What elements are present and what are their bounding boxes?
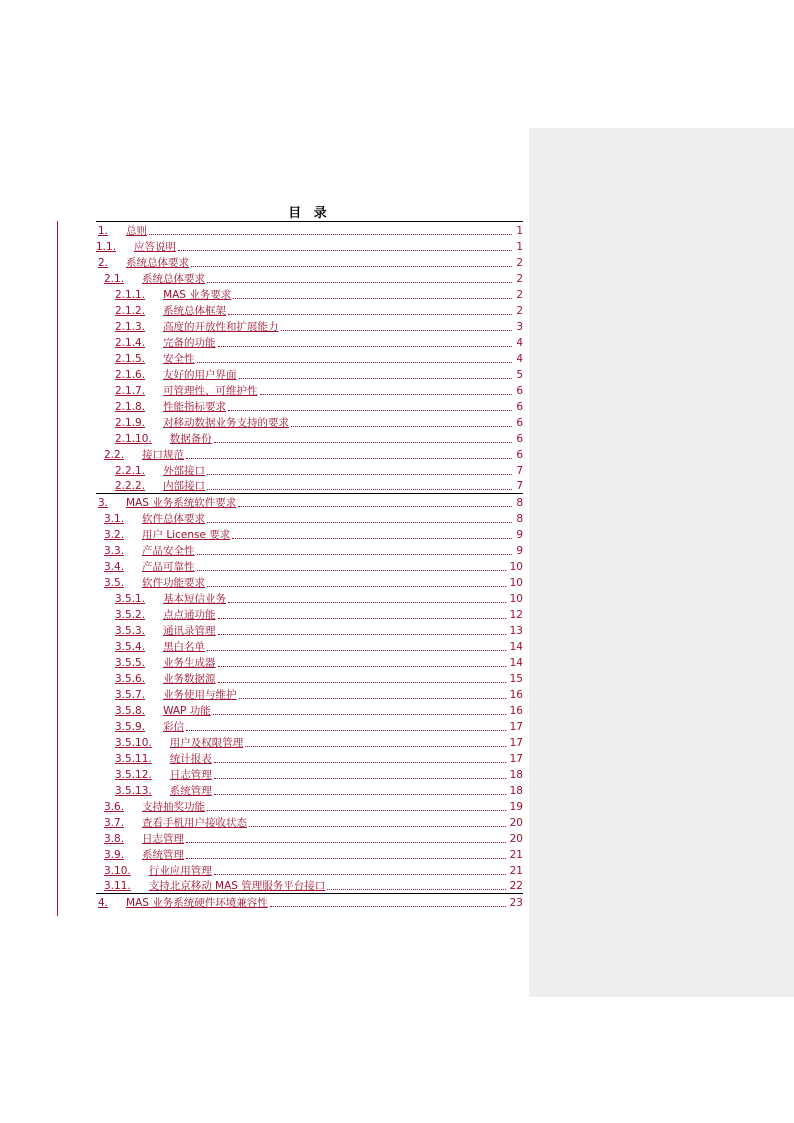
toc-entry-number: 3.5.5. — [115, 657, 146, 669]
dot-leader — [207, 488, 512, 490]
toc-entry[interactable] — [96, 638, 523, 654]
toc-entry-title: 日志管理 — [169, 769, 212, 781]
toc-entry-title: 通讯录管理 — [163, 625, 216, 637]
toc-entry-page: 9 — [516, 529, 523, 541]
toc-entry-title: 软件总体要求 — [142, 513, 206, 525]
toc-entry-number: 2. — [98, 257, 109, 269]
toc-entry-number: 4. — [98, 897, 109, 909]
toc-entry-title: 基本短信业务 — [163, 593, 227, 605]
toc-entry-page: 18 — [509, 769, 523, 781]
dot-leader — [197, 553, 513, 555]
toc-entry-page: 2 — [516, 257, 523, 269]
dot-leader — [218, 681, 506, 683]
toc-entry-page: 21 — [509, 849, 523, 861]
toc-entry-page: 2 — [516, 273, 523, 285]
toc-entry-page: 20 — [509, 833, 523, 845]
toc-entry-title: 软件功能要求 — [142, 577, 206, 589]
toc-entry-page: 10 — [509, 593, 523, 605]
toc-entry-page: 6 — [516, 449, 523, 461]
dot-leader — [214, 441, 513, 443]
dot-leader — [214, 793, 506, 795]
dot-leader — [249, 825, 506, 827]
toc-entry[interactable] — [96, 686, 523, 702]
toc-entry-number: 3.5.10. — [115, 737, 152, 749]
toc-entry[interactable] — [96, 830, 523, 846]
toc-entry-title: MAS 业务要求 — [163, 289, 232, 301]
comment-pane — [529, 128, 794, 997]
toc-entry-page: 6 — [516, 385, 523, 397]
toc-entry-number: 3.5.13. — [115, 785, 152, 797]
toc-entry-title: 支持北京移动 MAS 管理服务平台接口 — [148, 880, 326, 892]
toc-entry-page: 6 — [516, 417, 523, 429]
toc-entry-page: 14 — [509, 641, 523, 653]
toc-entry-title: 用户及权限管理 — [169, 737, 244, 749]
toc-entry-number: 3.7. — [104, 817, 125, 829]
dot-leader — [238, 505, 512, 507]
toc-entry-title: 业务生成器 — [163, 657, 216, 669]
toc-entry-title: 业务使用与维护 — [163, 689, 237, 701]
dot-leader — [270, 905, 506, 907]
toc-entry[interactable] — [96, 574, 523, 590]
toc-entry-number: 3.5.3. — [115, 625, 146, 637]
toc-entry-number: 2.1.10. — [115, 433, 152, 445]
toc-entry-number: 2.1.1. — [115, 289, 146, 301]
toc-entry-number: 2.2.2. — [115, 480, 146, 492]
dot-leader — [191, 265, 512, 267]
toc-entry[interactable] — [96, 494, 523, 510]
toc-entry-page: 2 — [516, 289, 523, 301]
toc-entry-title: 统计报表 — [169, 753, 212, 765]
toc-entry-page: 9 — [516, 545, 523, 557]
toc-entry[interactable] — [96, 302, 523, 318]
dot-leader — [178, 249, 512, 251]
toc-entry-number: 3. — [98, 497, 109, 509]
dot-leader — [207, 585, 506, 587]
dot-leader — [260, 393, 513, 395]
toc-entry-title: 产品安全性 — [142, 545, 195, 557]
toc-entry-page: 7 — [516, 480, 523, 492]
toc-entry[interactable] — [96, 670, 523, 686]
toc-entry[interactable] — [96, 750, 523, 766]
toc-entry[interactable] — [96, 782, 523, 798]
toc-entry-title: 完备的功能 — [163, 337, 216, 349]
toc-entry-title: 数据备份 — [169, 433, 212, 445]
toc-entry[interactable] — [96, 878, 523, 894]
dot-leader — [327, 888, 505, 890]
toc-entry[interactable] — [96, 542, 523, 558]
toc-entry-page: 2 — [516, 305, 523, 317]
toc-entry-page: 1 — [516, 225, 523, 237]
toc-title: 目 录 — [288, 206, 331, 221]
toc-entry-title: 系统管理 — [142, 849, 185, 861]
toc-entry-number: 1. — [98, 225, 109, 237]
toc-entry-title: 日志管理 — [142, 833, 185, 845]
toc-entry[interactable] — [96, 606, 523, 622]
toc-entry[interactable] — [96, 478, 523, 494]
toc-entry[interactable] — [96, 446, 523, 462]
toc-entry-number: 2.1.7. — [115, 385, 146, 397]
toc-entry-number: 2.1.3. — [115, 321, 146, 333]
toc-entry[interactable] — [96, 238, 523, 254]
dot-leader — [214, 873, 506, 875]
toc-entry[interactable] — [96, 894, 523, 910]
dot-leader — [239, 697, 506, 699]
toc-entry[interactable] — [96, 318, 523, 334]
dot-leader — [291, 425, 512, 427]
toc-entry[interactable] — [96, 334, 523, 350]
toc-entry-title: 系统总体框架 — [163, 305, 227, 317]
toc-entry-page: 14 — [509, 657, 523, 669]
toc-entry-number: 2.1.8. — [115, 401, 146, 413]
toc-entry-number: 3.2. — [104, 529, 125, 541]
toc-entry[interactable] — [96, 270, 523, 286]
toc-entry-title: 接口规范 — [142, 449, 185, 461]
dot-leader — [239, 377, 513, 379]
toc-entry-number: 3.1. — [104, 513, 125, 525]
toc-entry[interactable] — [96, 398, 523, 414]
toc-entry-title: 安全性 — [163, 353, 195, 365]
toc-entry-page: 6 — [516, 401, 523, 413]
dot-leader — [197, 569, 506, 571]
toc-entry-title: 内部接口 — [163, 480, 206, 492]
toc-entry[interactable] — [96, 702, 523, 718]
toc-entry-title: 查看手机用户接收状态 — [142, 817, 248, 829]
toc-entry-title: 产品可靠性 — [142, 561, 195, 573]
toc-entry-page: 4 — [516, 353, 523, 365]
dot-leader — [186, 729, 506, 731]
dot-leader — [233, 297, 512, 299]
toc-entry-number: 3.5.8. — [115, 705, 146, 717]
toc-entry-number: 3.5.2. — [115, 609, 146, 621]
toc-entry[interactable] — [96, 414, 523, 430]
toc-entry-page: 10 — [509, 561, 523, 573]
toc-entry[interactable] — [96, 846, 523, 862]
toc-entry-title: 系统总体要求 — [142, 273, 206, 285]
toc-entry[interactable] — [96, 814, 523, 830]
toc-entry-page: 21 — [509, 865, 523, 877]
toc-entry-page: 10 — [509, 577, 523, 589]
toc-entry[interactable] — [96, 862, 523, 878]
dot-leader — [207, 809, 506, 811]
toc-entry-page: 15 — [509, 673, 523, 685]
dot-leader — [228, 313, 512, 315]
toc-entry[interactable] — [96, 654, 523, 670]
toc-entry-page: 17 — [509, 753, 523, 765]
toc-entry-page: 13 — [509, 625, 523, 637]
toc-entry-number: 2.2. — [104, 449, 125, 461]
dot-leader — [245, 745, 505, 747]
toc-entry-page: 1 — [516, 241, 523, 253]
dot-leader — [218, 617, 506, 619]
dot-leader — [218, 345, 513, 347]
toc-entry-page: 17 — [509, 721, 523, 733]
toc-entry[interactable] — [96, 430, 523, 446]
dot-leader — [186, 841, 506, 843]
toc-entry-title: MAS 业务系统软件要求 — [126, 497, 237, 509]
toc-entry-number: 3.5.11. — [115, 753, 152, 765]
dot-leader — [281, 329, 513, 331]
toc-entry-page: 16 — [509, 705, 523, 717]
toc-entry-title: 可管理性、可维护性 — [163, 385, 258, 397]
toc-entry-title: 应答说明 — [134, 241, 177, 253]
toc-entry-page: 4 — [516, 337, 523, 349]
toc-entry[interactable] — [96, 766, 523, 782]
toc-entry-page: 22 — [509, 880, 523, 892]
table-of-contents — [96, 221, 523, 910]
toc-entry-page: 8 — [516, 497, 523, 509]
toc-entry-page: 16 — [509, 689, 523, 701]
toc-entry[interactable] — [96, 286, 523, 302]
dot-leader — [232, 537, 512, 539]
toc-entry-title: 用户 License 要求 — [142, 529, 231, 541]
dot-leader — [197, 361, 513, 363]
dot-leader — [218, 665, 506, 667]
toc-entry-page: 17 — [509, 737, 523, 749]
toc-entry-number: 2.1.2. — [115, 305, 146, 317]
toc-entry-title: 黑白名单 — [163, 641, 206, 653]
toc-entry-title: 行业应用管理 — [148, 865, 212, 877]
toc-entry[interactable] — [96, 222, 523, 238]
toc-entry[interactable] — [96, 590, 523, 606]
toc-entry-number: 3.5.6. — [115, 673, 146, 685]
toc-entry-number: 3.10. — [104, 865, 131, 877]
toc-entry-page: 12 — [509, 609, 523, 621]
dot-leader — [207, 281, 512, 283]
toc-entry-number: 3.8. — [104, 833, 125, 845]
dot-leader — [214, 777, 506, 779]
toc-entry-number: 3.5.4. — [115, 641, 146, 653]
toc-entry[interactable] — [96, 350, 523, 366]
toc-entry[interactable] — [96, 462, 523, 478]
toc-entry-page: 3 — [516, 321, 523, 333]
toc-entry-page: 8 — [516, 513, 523, 525]
toc-entry-number: 3.5.7. — [115, 689, 146, 701]
toc-entry-page: 19 — [509, 801, 523, 813]
dot-leader — [149, 233, 512, 235]
dot-leader — [218, 633, 506, 635]
toc-entry[interactable] — [96, 254, 523, 270]
toc-entry[interactable] — [96, 510, 523, 526]
toc-entry-number: 3.5.1. — [115, 593, 146, 605]
toc-entry-number: 3.11. — [104, 880, 131, 892]
toc-entry-title: 系统管理 — [169, 785, 212, 797]
toc-entry-number: 1.1. — [96, 241, 117, 253]
dot-leader — [207, 521, 512, 523]
toc-entry-title: 友好的用户界面 — [163, 369, 237, 381]
dot-leader — [207, 473, 512, 475]
dot-leader — [213, 713, 506, 715]
toc-entry-page: 23 — [509, 897, 523, 909]
toc-entry[interactable] — [96, 734, 523, 750]
toc-entry[interactable] — [96, 798, 523, 814]
toc-entry[interactable] — [96, 558, 523, 574]
toc-entry-number: 2.1.5. — [115, 353, 146, 365]
toc-entry-number: 3.6. — [104, 801, 125, 813]
toc-entry-number: 3.9. — [104, 849, 125, 861]
dot-leader — [186, 457, 512, 459]
toc-entry-number: 2.1.4. — [115, 337, 146, 349]
toc-entry-number: 3.3. — [104, 545, 125, 557]
toc-entry-page: 6 — [516, 433, 523, 445]
toc-entry-page: 20 — [509, 817, 523, 829]
toc-entry-title: 点点通功能 — [163, 609, 216, 621]
dot-leader — [228, 601, 506, 603]
toc-entry-title: MAS 业务系统硬件环境兼容性 — [126, 897, 268, 909]
toc-entry-page: 7 — [516, 465, 523, 477]
toc-entry-title: 业务数据源 — [163, 673, 216, 685]
toc-entry-number: 3.5. — [104, 577, 125, 589]
toc-entry-number: 3.4. — [104, 561, 125, 573]
toc-entry-page: 5 — [516, 369, 523, 381]
toc-entry-title: 对移动数据业务支持的要求 — [163, 417, 290, 429]
toc-entry-number: 2.1.6. — [115, 369, 146, 381]
toc-entry[interactable] — [96, 382, 523, 398]
toc-entry[interactable] — [96, 718, 523, 734]
dot-leader — [186, 857, 506, 859]
revision-change-bar — [57, 221, 58, 916]
toc-entry-title: 性能指标要求 — [163, 401, 227, 413]
toc-entry-number: 2.2.1. — [115, 465, 146, 477]
toc-entry-page: 18 — [509, 785, 523, 797]
dot-leader — [207, 649, 506, 651]
toc-entry-number: 2.1.9. — [115, 417, 146, 429]
toc-entry-number: 2.1. — [104, 273, 125, 285]
toc-entry[interactable] — [96, 526, 523, 542]
toc-entry-number: 3.5.12. — [115, 769, 152, 781]
toc-entry-title: 系统总体要求 — [126, 257, 190, 269]
toc-entry-title: 外部接口 — [163, 465, 206, 477]
dot-leader — [228, 409, 512, 411]
dot-leader — [214, 761, 506, 763]
toc-entry[interactable] — [96, 622, 523, 638]
toc-entry-number: 3.5.9. — [115, 721, 146, 733]
toc-entry[interactable] — [96, 366, 523, 382]
toc-entry-title: WAP 功能 — [163, 705, 211, 717]
toc-entry-title: 彩信 — [163, 721, 185, 733]
toc-entry-title: 支持抽奖功能 — [142, 801, 206, 813]
toc-entry-title: 总则 — [126, 225, 148, 237]
toc-entry-title: 高度的开放性和扩展能力 — [163, 321, 279, 333]
